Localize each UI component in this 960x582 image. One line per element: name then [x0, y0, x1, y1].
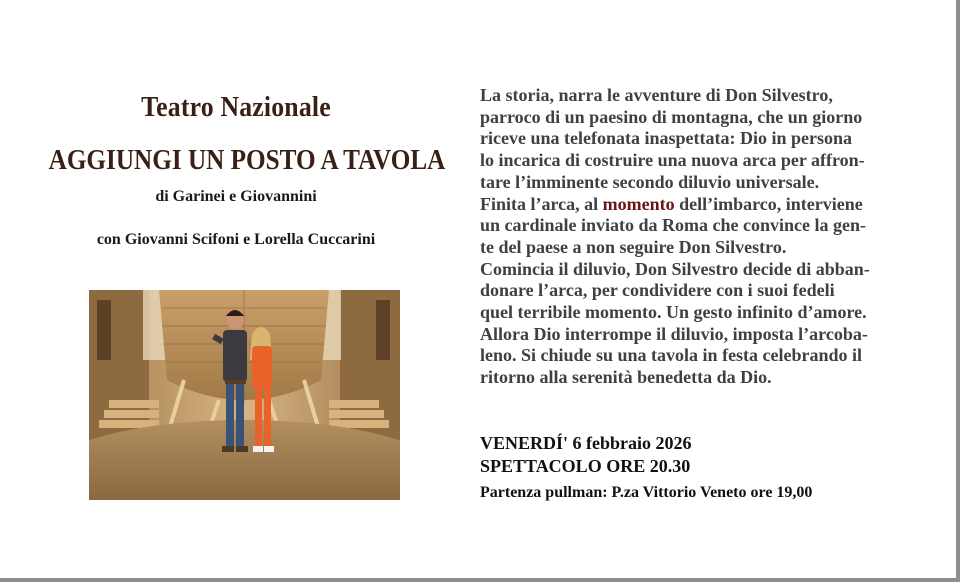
event-date: VENERDÍ' 6 febbraio 2026 — [480, 433, 692, 453]
event-info — [480, 432, 940, 504]
story-segment: La storia, narra le avventure di Don Silvestro, — [480, 85, 833, 105]
story-segment: leno. Si chiude su una tavola in festa celebrando il — [480, 345, 863, 366]
story-line — [480, 302, 940, 324]
story-line — [480, 215, 940, 237]
story-line — [480, 107, 940, 129]
story-segment: lo incarica di costruire una nuova arca per affron- — [480, 150, 865, 171]
story-line — [480, 345, 940, 367]
show-title: AGGIUNGI UN POSTO A TAVOLA — [48, 145, 446, 176]
show-photo — [89, 290, 400, 500]
story-segment: dell’imbarco, interviene — [674, 193, 863, 214]
story-segment: Allora Dio interrompe il diluvio, imposta l’arcoba- — [480, 323, 868, 344]
story-line — [480, 237, 940, 259]
photo-illustration — [89, 290, 400, 500]
story-segment: quel terribile momento. Un gesto infinito d’amore. — [480, 302, 867, 323]
story-segment: parroco di un paesino di montagna, che un giorno — [480, 106, 863, 127]
story-segment: ritorno alla serenità benedetta da Dio. — [480, 367, 772, 388]
story-line — [480, 324, 940, 346]
story-text — [480, 85, 940, 389]
story-line — [480, 85, 940, 107]
story-line — [480, 280, 940, 302]
story-line — [480, 150, 940, 172]
story-segment: donare l’arca, per condividere con i suoi fedeli — [480, 280, 835, 301]
theatre-name: Teatro Nazionale — [141, 92, 331, 123]
story-segment: un cardinale inviato da Roma che convince la gen- — [480, 215, 866, 236]
story-segment: tare l’imminente secondo diluvio universale. — [480, 171, 820, 192]
story-line — [480, 128, 940, 150]
story-line — [480, 172, 940, 194]
highlighted-word: momento — [602, 193, 675, 214]
story-segment: te del paese a non seguire Don Silvestro. — [480, 236, 787, 257]
cast-line: con Giovanni Scifoni e Lorella Cuccarini — [96, 231, 376, 248]
event-time: SPETTACOLO ORE 20.30 — [480, 456, 691, 476]
story-line — [480, 194, 940, 216]
story-segment: riceve una telefonata inaspettata: Dio in persona — [480, 128, 852, 149]
bus-departure: Partenza pullman: P.za Vittorio Veneto ore 19,00 — [480, 484, 813, 501]
story-segment: Finita l’arca, al — [480, 193, 603, 214]
story-line — [480, 259, 940, 281]
authors-line: di Garinei e Giovannini — [155, 188, 317, 205]
story-segment: Comincia il diluvio, Don Silvestro decide di abban- — [480, 258, 870, 279]
story-line — [480, 367, 940, 389]
